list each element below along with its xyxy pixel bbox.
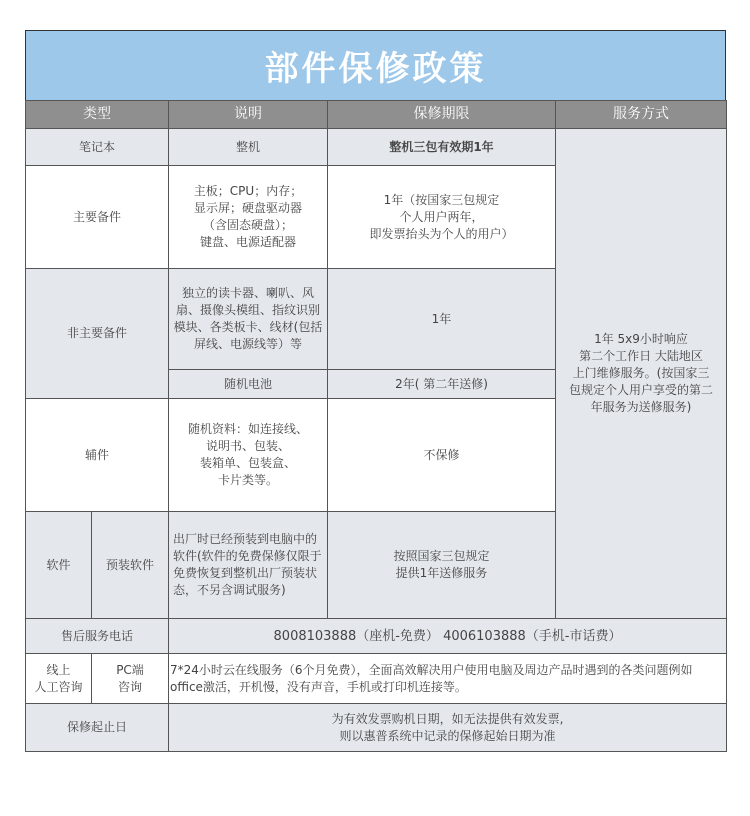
header-service: 服务方式 (556, 101, 727, 129)
hotline-label: 售后服务电话 (26, 619, 169, 654)
accessories-period: 不保修 (328, 399, 556, 512)
service-line: 上门维修服务。(按国家三 (572, 366, 710, 380)
software-subtype: 预装软件 (92, 512, 169, 619)
period-line: 1年（按国家三包规定 (383, 192, 500, 207)
desc-line: 卡片类等。 (217, 473, 278, 487)
main-parts-period (328, 166, 556, 269)
online-label-line: 人工咨询 (34, 679, 83, 694)
warranty-start-value (169, 704, 727, 752)
warranty-policy-table (25, 30, 726, 752)
online-sublabel-line: PC端 (116, 662, 144, 677)
desc-line: 主板；CPU；内存； (193, 184, 303, 198)
service-line: 1年 5x9小时响应 (594, 332, 688, 346)
service-line: 第二个工作日 大陆地区 (579, 349, 703, 363)
desc-line: 说明书、包装、 (205, 439, 290, 453)
desc-line: 随机资料：如连接线、 (187, 422, 308, 436)
desc-line: 显示屏；硬盘驱动器 (193, 201, 302, 215)
software-period (328, 512, 556, 619)
service-line: 年服务为送修服务) (590, 400, 692, 414)
non-main-parts-type: 非主要备件 (26, 269, 169, 399)
header-period: 保修期限 (328, 101, 556, 129)
online-label-line: 线上 (46, 662, 71, 677)
warranty-start-line: 为有效发票购机日期，如无法提供有效发票, (331, 711, 564, 726)
service-method (556, 129, 727, 619)
non-main-parts-desc: 独立的读卡器、喇叭、风扇、摄像头模组、指纹识别模块、各类板卡、线材(包括屏线、电源线等）等 (169, 269, 328, 370)
desc-line: （含固态硬盘）； (202, 218, 293, 232)
header-type: 类型 (26, 101, 169, 129)
header-desc: 说明 (169, 101, 328, 129)
row-notebook (26, 129, 727, 166)
software-type: 软件 (26, 512, 92, 619)
online-label (26, 654, 92, 704)
period-line: 个人用户两年， (399, 209, 484, 224)
notebook-period: 整机三包有效期1年 (328, 129, 556, 166)
battery-period: 2年( 第二年送修) (328, 370, 556, 399)
warranty-start-label: 保修起止日 (26, 704, 169, 752)
accessories-type: 辅件 (26, 399, 169, 512)
period-line: 提供1年送修服务 (395, 566, 488, 580)
service-line: 包规定个人用户享受的第二 (568, 383, 713, 397)
hotline-value: 8008103888（座机-免费） 4006103888（手机-市话费） (169, 619, 727, 654)
main-parts-type: 主要备件 (26, 166, 169, 269)
period-line: 按照国家三包规定 (393, 549, 490, 563)
software-desc: 出厂时已经预装到电脑中的软件(软件的免费保修仅限于免费恢复到整机出厂预装状态，不另含调试服务) (169, 512, 328, 619)
warranty-start-line: 则以惠普系统中记录的保修起始日期为准 (339, 728, 556, 743)
header-row (26, 101, 727, 129)
row-hotline (26, 619, 727, 654)
notebook-desc: 整机 (169, 129, 328, 166)
main-parts-desc (169, 166, 328, 269)
page-title: 部件保修政策 (25, 30, 726, 100)
online-value: 7*24小时云在线服务（6个月免费），全面高效解决用户使用电脑及周边产品时遇到的各类问题例如office激活，开机慢，没有声音，手机或打印机连接等。 (169, 654, 727, 704)
accessories-desc (169, 399, 328, 512)
row-warranty-start (26, 704, 727, 752)
non-main-parts-period: 1年 (328, 269, 556, 370)
period-line: 即发票抬头为个人的用户） (369, 226, 514, 241)
desc-line: 装箱单、包装盒、 (199, 456, 296, 470)
policy-grid (25, 100, 727, 752)
desc-line: 键盘、电源适配器 (199, 235, 296, 249)
online-sublabel (92, 654, 169, 704)
notebook-type: 笔记本 (26, 129, 169, 166)
battery-desc: 随机电池 (169, 370, 328, 399)
online-sublabel-line: 咨询 (117, 679, 142, 694)
row-online (26, 654, 727, 704)
